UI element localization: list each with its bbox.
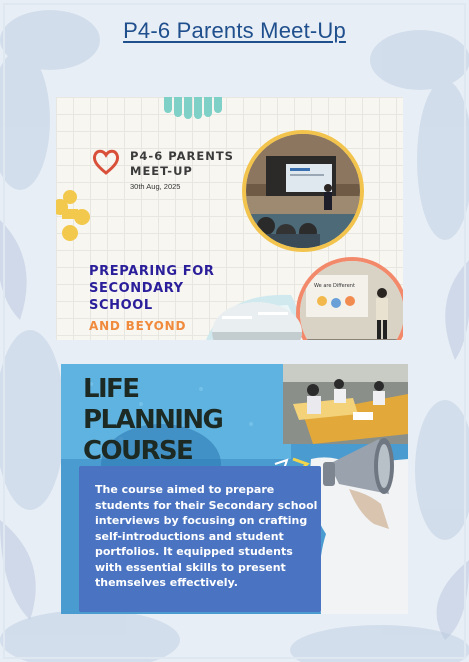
event-date: 30th Aug, 2025	[130, 182, 181, 191]
parents-meetup-banner	[56, 97, 403, 340]
presentation-photo	[242, 130, 364, 252]
page-title: P4-6 Parents Meet-Up	[123, 18, 346, 43]
course-title: LIFE PLANNING COURSE	[83, 374, 223, 466]
banner-subheadline: AND BEYOND	[89, 319, 187, 333]
life-planning-course-card	[61, 364, 408, 614]
banner-headline: PREPARING FOR SECONDARY SCHOOL	[89, 264, 215, 313]
heart-logo-icon	[92, 149, 120, 175]
course-description: The course aimed to prepare students for their Secondary school interviews by focusing on crafting self-introductions and student portfolios. It equipped students with essential skills to present themselves effectively.	[95, 483, 318, 589]
event-title: P4-6 PARENTS MEET-UP	[130, 149, 234, 178]
classroom-photo	[283, 364, 408, 444]
svg-text:We are Different: We are Different	[314, 283, 355, 289]
megaphone-icon	[319, 434, 408, 534]
